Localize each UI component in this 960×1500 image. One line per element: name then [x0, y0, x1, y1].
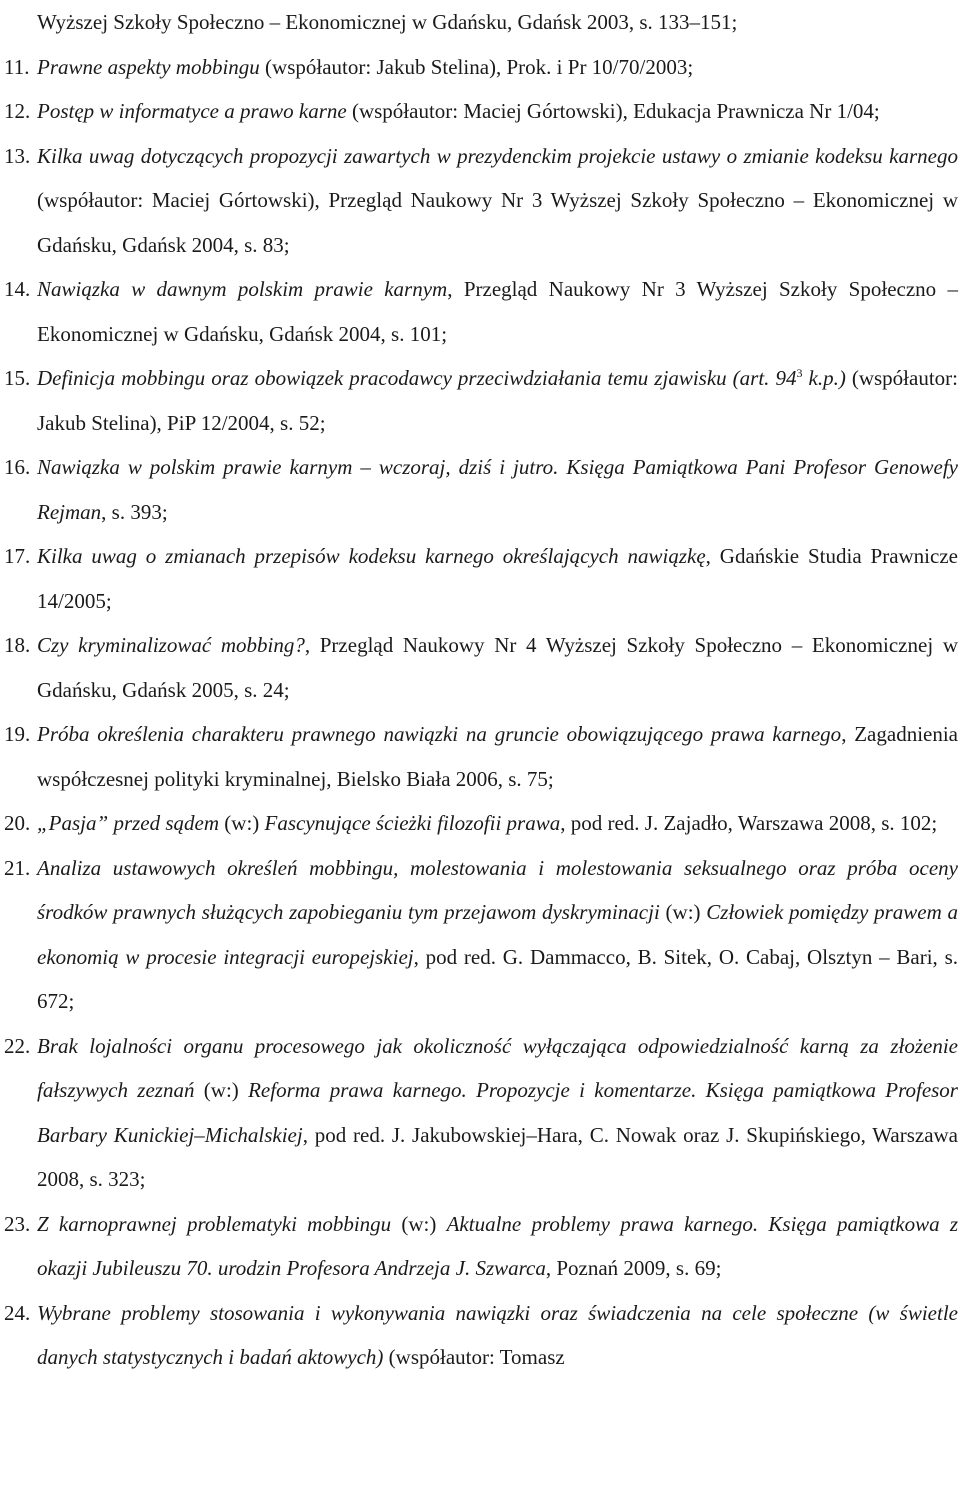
reference-number: 22.: [4, 1033, 31, 1058]
reference-number: 18.: [4, 633, 31, 657]
reference-item: [4, 801, 958, 846]
plain-text: (w:): [391, 1211, 447, 1236]
plain-text: , pod red. J. Zajadło, Warszawa 2008, s. 102;: [560, 811, 938, 835]
reference-text: [37, 134, 958, 268]
reference-text: [37, 89, 958, 134]
italic-title: Postęp w informatyce a prawo karne: [37, 99, 347, 123]
reference-text: [37, 623, 958, 712]
plain-text: (współautor: Jakub Stelina), PiP 12/2004, s. 52;: [37, 366, 958, 435]
continuation-line: Wyższej Szkoły Społeczno – Ekonomicznej w Gdańsku, Gdańsk 2003, s. 133–151;: [37, 10, 738, 34]
italic-title: Kilka uwag o zmianach przepisów kodeksu karnego określających nawiązkę: [37, 544, 706, 568]
italic-title: k.p.): [802, 366, 846, 390]
plain-text: (współautor: Maciej Górtowski), Przegląd Naukowy Nr 3 Wyższej Szkoły Społeczno – Ekonomicznej w Gdańsku, Gdańsk 2004, s. 83;: [37, 188, 958, 257]
reference-text: [37, 534, 958, 623]
italic-title: Reforma prawa karnego. Propozycje i komentarze. Księga pamiątkowa Profesor Barbary Kunickiej–Michalskiej: [37, 1078, 958, 1147]
reference-item: [4, 445, 958, 534]
reference-text: [37, 445, 958, 534]
reference-item: [4, 846, 958, 1024]
reference-item: [4, 89, 958, 134]
reference-text: [37, 1291, 958, 1380]
reference-text: [37, 801, 958, 846]
reference-number: 20.: [4, 811, 31, 835]
plain-text: , Przegląd Naukowy Nr 4 Wyższej Szkoły Społeczno – Ekonomicznej w Gdańsku, Gdańsk 2005, s. 24;: [37, 633, 958, 702]
reference-item: [4, 712, 958, 801]
plain-text: , s. 393;: [101, 499, 168, 524]
plain-text: , pod red. G. Dammacco, B. Sitek, O. Cabaj, Olsztyn – Bari, s. 672;: [37, 944, 959, 1013]
reference-number: 23.: [4, 1211, 31, 1236]
plain-text: , Przegląd Naukowy Nr 3 Wyższej Szkoły Społeczno – Ekonomicznej w Gdańsku, Gdańsk 2004, s. 101;: [37, 277, 959, 346]
plain-text: (w:): [194, 1078, 249, 1102]
plain-text: , Gdańskie Studia Prawnicze 14/2005;: [37, 544, 958, 613]
reference-number: 14.: [4, 277, 31, 301]
italic-title: Czy kryminalizować mobbing?: [37, 633, 305, 657]
reference-number: 11.: [4, 54, 30, 79]
plain-text: (współautor: Maciej Górtowski), Edukacja Prawnicza Nr 1/04;: [346, 99, 880, 123]
reference-number: 16.: [4, 455, 31, 479]
superscript: 3: [796, 366, 803, 380]
reference-number: 13.: [4, 143, 31, 168]
reference-item: [4, 534, 958, 623]
reference-number: 12.: [4, 99, 31, 123]
italic-title: Prawne aspekty mobbingu: [37, 54, 260, 79]
plain-text: (w:): [219, 811, 265, 835]
italic-title: Nawiązka w polskim prawie karnym – wczoraj, dziś i jutro. Księga Pamiątkowa Pani Profesor Genowefy Rejman: [37, 455, 958, 524]
italic-title: Fascynujące ścieżki filozofii prawa: [264, 811, 561, 835]
reference-item: [4, 1291, 958, 1380]
reference-text: [37, 45, 958, 90]
reference-number: 24.: [4, 1300, 31, 1325]
reference-item: [4, 1202, 958, 1291]
reference-text: [37, 356, 958, 445]
reference-number: 15.: [4, 366, 31, 390]
reference-text: [37, 1202, 958, 1291]
italic-title: Kilka uwag dotyczących propozycji zawartych w prezydenckim projekcie ustawy o zmianie kodeksu karnego: [37, 143, 958, 168]
plain-text: , Zagadnienia współczesnej polityki kryminalnej, Bielsko Biała 2006, s. 75;: [37, 722, 959, 791]
reference-item: [4, 267, 958, 356]
reference-item: [4, 1024, 958, 1202]
italic-title: Próba określenia charakteru prawnego nawiązki na gruncie obowiązującego prawa karnego: [37, 722, 842, 746]
reference-list: [4, 45, 958, 1380]
reference-item: [4, 45, 958, 90]
italic-title: Analiza ustawowych określeń mobbingu, molestowania i molestowania seksualnego oraz próba oceny środków prawnych służących zapobieganiu tym przejawom dyskryminacji: [37, 855, 958, 924]
plain-text: , Poznań 2009, s. 69;: [545, 1256, 722, 1280]
reference-item: [4, 623, 958, 712]
reference-text: [37, 1024, 958, 1202]
plain-text: , pod red. J. Jakubowskiej–Hara, C. Nowak oraz J. Skupińskiego, Warszawa 2008, s. 323;: [37, 1122, 958, 1191]
reference-number: 21.: [4, 855, 31, 880]
italic-title: Aktualne problemy prawa karnego. Księga pamiątkowa z okazji Jubileuszu 70. urodzin Profesora Andrzeja J. Szwarca: [37, 1211, 958, 1280]
reference-text: [37, 267, 958, 356]
reference-number: 19.: [4, 722, 31, 746]
plain-text: (współautor: Tomasz: [383, 1345, 565, 1369]
reference-number: 17.: [4, 544, 31, 568]
italic-title: Definicja mobbingu oraz obowiązek pracodawcy przeciwdziałania temu zjawisku (art. 94: [37, 366, 797, 390]
italic-title: Wybrane problemy stosowania i wykonywania nawiązki oraz świadczenia na cele społeczne (w świetle danych statystycznych i badań aktowych): [37, 1300, 958, 1369]
italic-title: Brak lojalności organu procesowego jak okoliczność wyłączająca odpowiedzialność karną za złożenie fałszywych zeznań: [37, 1033, 958, 1102]
plain-text: (w:): [659, 900, 707, 924]
plain-text: (współautor: Jakub Stelina), Prok. i Pr 10/70/2003;: [259, 54, 694, 79]
italic-title: Nawiązka w dawnym polskim prawie karnym: [37, 277, 448, 301]
reference-text: [37, 846, 958, 1024]
reference-item: [4, 356, 958, 445]
italic-title: „Pasja” przed sądem: [37, 811, 220, 835]
reference-text: [37, 712, 958, 801]
italic-title: Z karnoprawnej problematyki mobbingu: [37, 1211, 392, 1236]
reference-item: [4, 134, 958, 268]
italic-title: Człowiek pomiędzy prawem a ekonomią w procesie integracji europejskiej: [37, 900, 958, 969]
